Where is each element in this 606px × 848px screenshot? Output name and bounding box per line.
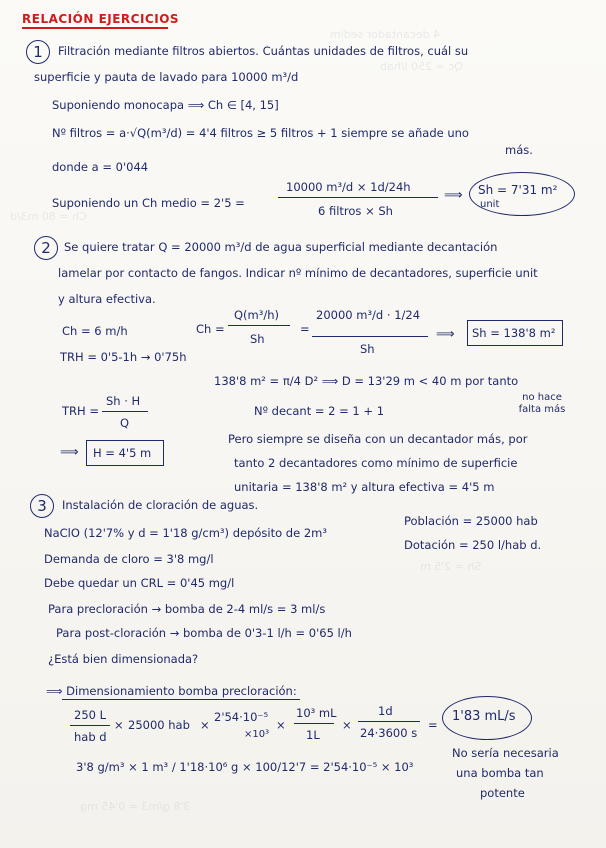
ex3-question: ¿Está bien dimensionada? (48, 652, 199, 666)
ex2-conclusion-line3: unitaria = 138'8 m² y altura efectiva = 4'5 m (234, 480, 495, 494)
ex2-ch-result: Sh = 138'8 m² (472, 326, 556, 340)
calc-frac-line (294, 723, 334, 724)
ex2-ch-den1: Sh (250, 332, 265, 346)
ex2-ch-lhs: Ch = (196, 322, 225, 336)
ex1-filters-line: Nº filtros = a·√Q(m³/d) = 4'4 filtros ≥ 5 filtros + 1 siempre se añade uno (52, 126, 469, 140)
implies-arrow-icon: ⟹ (436, 327, 455, 342)
equals-sign: = (428, 718, 438, 732)
ex3-dotation: Dotación = 250 l/hab d. (404, 538, 542, 552)
ex2-h-result: H = 4'5 m (93, 446, 152, 460)
ex3-demand: Demanda de cloro = 3'8 mg/l (44, 552, 214, 566)
ex3-population: Población = 25000 hab (404, 514, 538, 528)
ex2-ch: Ch = 6 m/h (62, 324, 128, 338)
ex3-note-line3: potente (480, 786, 525, 800)
times-sign: × (200, 718, 210, 732)
ex2-ch-num2: 20000 m³/d · 1/24 (316, 308, 421, 322)
ex3-dimension-title: ⟹ Dimensionamiento bomba precloración: (46, 684, 297, 698)
ex2-trh-num: Sh · H (106, 394, 141, 408)
ex1-result-unit: unit (480, 199, 500, 210)
times-sign: × (114, 718, 124, 732)
implies-arrow-icon: ⟹ (60, 445, 79, 460)
implies-arrow-icon: ⟹ (444, 188, 463, 203)
ex1-frac-denominator: 6 filtros × Sh (318, 204, 393, 218)
ex3-note-line1: No sería necesaria (452, 746, 559, 760)
ex1-assume-monolayer: Suponiendo monocapa ⟹ Ch ∈ [4, 15] (52, 98, 279, 112)
ex1-where: donde a = 0'044 (52, 160, 149, 174)
ex2-diameter-note: no hace falta más (518, 392, 566, 415)
page-title: RELACIÓN EJERCICIOS (22, 12, 180, 26)
bleed-through: Ch = 80 m3/d (10, 210, 87, 223)
ex3-post-chlorination: Para post-cloración → bomba de 0'3-1 l/h = 0'65 l/h (56, 626, 352, 640)
ex2-statement-line3: y altura efectiva. (58, 292, 156, 306)
calc-frac-line (358, 721, 420, 722)
ex3-crl: Debe quedar un CRL = 0'45 mg/l (44, 576, 235, 590)
ex1-assume-mean: Suponiendo un Ch medio = 2'5 = (52, 196, 245, 210)
ex1-statement-line1: Filtración mediante filtros abiertos. Cuántas unidades de filtros, cuál su (58, 44, 469, 58)
ex3-calc-result: 1'83 mL/s (452, 709, 516, 724)
ex2-statement-line1: Se quiere tratar Q = 20000 m³/d de agua superficial mediante decantación (64, 240, 498, 254)
ex2-conclusion-line1: Pero siempre se diseña con un decantador más, por (228, 432, 528, 446)
bleed-through: Sh = 2'5 m (420, 560, 482, 573)
ex3-statement: Instalación de cloración de aguas. (62, 498, 259, 512)
ex2-n-decanters: Nº decant = 2 = 1 + 1 (254, 404, 385, 418)
ex2-conclusion-line2: tanto 2 decantadores como mínimo de superficie (234, 456, 518, 470)
ex2-ch-den2: Sh (360, 342, 375, 356)
ex2-statement-line2: lamelar por contacto de fangos. Indicar nº mínimo de decantadores, superficie unit (58, 266, 538, 280)
equals-sign: = (300, 322, 310, 336)
exercise-1-number: 1 (26, 40, 50, 64)
calc-term-num: 25000 hab (128, 718, 190, 732)
title-underline (22, 27, 168, 29)
times-sign: × (342, 718, 352, 732)
ex2-trh-den: Q (120, 416, 130, 430)
ex2-trh-lhs: TRH = (62, 404, 99, 418)
exercise-2-number: 2 (34, 236, 58, 260)
ex3-calc-line2: 3'8 g/m³ × 1 m³ / 1'18·10⁶ g × 100/12'7 = 2'54·10⁻⁵ × 10³ (76, 760, 414, 774)
bleed-through: 4 decantador sedim (330, 28, 441, 41)
calc-term-den: ×10³ (244, 729, 270, 740)
exercise-3-number: 3 (30, 494, 54, 518)
ex1-frac-numerator: 10000 m³/d × 1d/24h (286, 180, 411, 194)
ex3-dimension-underline (62, 699, 300, 700)
ex3-note-line2: una bomba tan (456, 766, 544, 780)
calc-term-den: 24·3600 s (360, 726, 418, 740)
bleed-through: 3'8 g/m3 = 0'45 mg (80, 800, 191, 813)
calc-term-num: 2'54·10⁻⁵ (214, 710, 269, 724)
calc-term-den: hab d (74, 730, 107, 744)
calc-term-num: 1d (378, 704, 393, 718)
calc-term-num: 250 L (74, 708, 107, 722)
ex2-ch-frac1-line (228, 325, 290, 326)
ex2-trh: TRH = 0'5-1h → 0'75h (60, 350, 187, 364)
ex2-ch-frac2-line (312, 336, 428, 337)
ex3-pre-chlorination: Para precloración → bomba de 2-4 ml/s = 3 ml/s (48, 602, 326, 616)
ex3-naclo: NaClO (12'7% y d = 1'18 g/cm³) depósito de 2m³ (44, 526, 327, 540)
calc-term-num: 10³ mL (296, 706, 337, 720)
ex2-diameter-line: 138'8 m² = π/4 D² ⟹ D = 13'29 m < 40 m por tanto (214, 374, 519, 388)
ex1-result-sh: Sh = 7'31 m² (478, 183, 558, 197)
times-sign: × (276, 718, 286, 732)
bleed-through: Qc = 250 l/hab (380, 60, 463, 73)
ex2-trh-frac-line (102, 411, 148, 412)
ex1-statement-line2: superficie y pauta de lavado para 10000 m³/d (34, 70, 299, 84)
ex1-frac-line (278, 197, 438, 198)
calc-frac-line (70, 725, 110, 726)
calc-term-den: 1L (306, 728, 320, 742)
ex1-filters-more: más. (505, 143, 533, 157)
ex2-ch-num1: Q(m³/h) (234, 308, 280, 322)
